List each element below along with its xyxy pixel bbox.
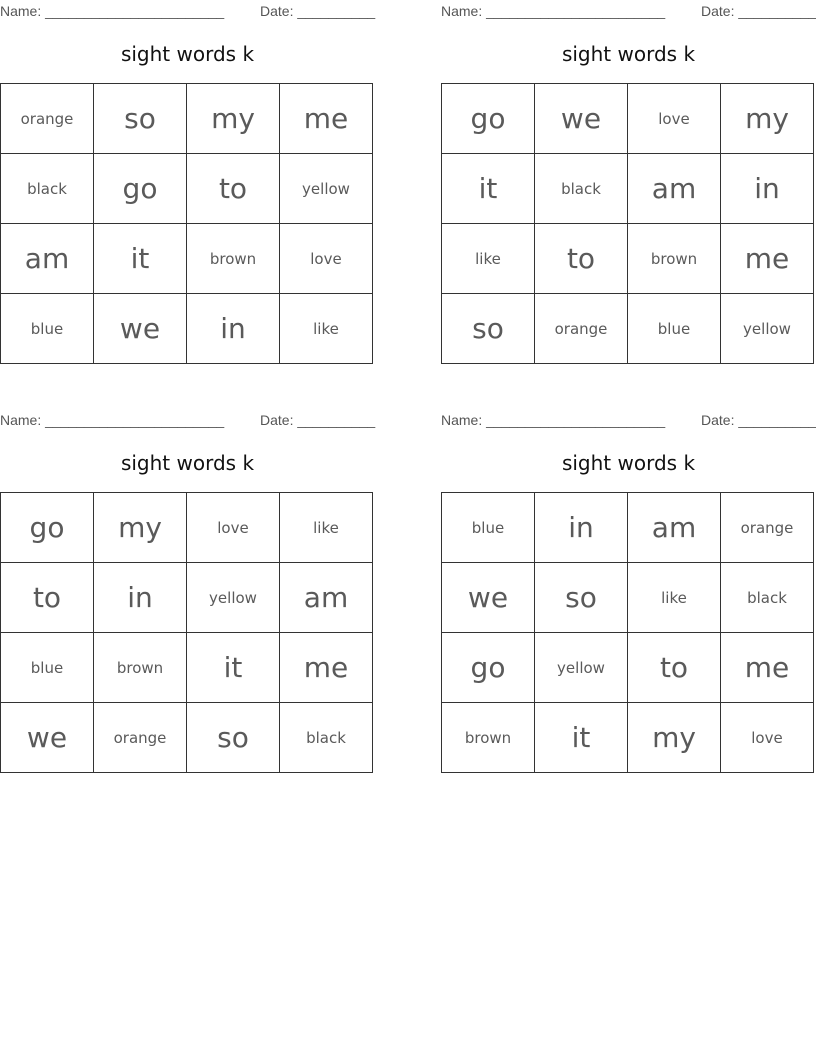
word-cell: go xyxy=(442,633,535,703)
word-cell: we xyxy=(94,294,187,364)
grid-row xyxy=(442,703,814,773)
word-cell: go xyxy=(1,493,94,563)
name-date-line xyxy=(0,409,375,429)
word-cell: love xyxy=(628,84,721,154)
grid-row xyxy=(1,154,373,224)
word-cell: orange xyxy=(94,703,187,773)
word-cell: it xyxy=(94,224,187,294)
word-cell: yellow xyxy=(535,633,628,703)
word-cell: like xyxy=(628,563,721,633)
card-title: sight words k xyxy=(120,451,255,475)
word-cell: brown xyxy=(94,633,187,703)
bingo-card-3 xyxy=(0,409,376,754)
word-cell: so xyxy=(187,703,280,773)
word-cell: it xyxy=(442,154,535,224)
word-cell: so xyxy=(94,84,187,154)
bingo-card-4 xyxy=(441,409,816,754)
word-cell: blue xyxy=(442,493,535,563)
name-date-line xyxy=(441,409,816,429)
word-cell: love xyxy=(721,703,814,773)
word-cell: my xyxy=(187,84,280,154)
word-cell: we xyxy=(1,703,94,773)
word-cell: to xyxy=(628,633,721,703)
word-cell: am xyxy=(1,224,94,294)
word-cell: so xyxy=(535,563,628,633)
card-title: sight words k xyxy=(561,42,696,66)
word-cell: so xyxy=(442,294,535,364)
bingo-card-1 xyxy=(0,0,376,345)
word-cell: love xyxy=(187,493,280,563)
card-title: sight words k xyxy=(120,42,255,66)
word-cell: black xyxy=(280,703,373,773)
word-cell: yellow xyxy=(721,294,814,364)
word-cell: brown xyxy=(442,703,535,773)
grid-row xyxy=(442,633,814,703)
date-field[interactable]: Date: __________ xyxy=(260,3,376,19)
word-cell: to xyxy=(535,224,628,294)
word-cell: black xyxy=(535,154,628,224)
name-field[interactable]: Name: _______________________ xyxy=(441,412,666,428)
word-cell: my xyxy=(94,493,187,563)
word-cell: to xyxy=(1,563,94,633)
word-cell: black xyxy=(1,154,94,224)
grid-row xyxy=(442,224,814,294)
word-grid xyxy=(0,492,373,773)
word-cell: in xyxy=(187,294,280,364)
grid-row xyxy=(442,563,814,633)
word-cell: in xyxy=(535,493,628,563)
word-cell: my xyxy=(628,703,721,773)
word-cell: like xyxy=(442,224,535,294)
bingo-card-2 xyxy=(441,0,816,345)
word-cell: we xyxy=(535,84,628,154)
word-cell: me xyxy=(721,224,814,294)
word-cell: me xyxy=(280,84,373,154)
word-cell: orange xyxy=(1,84,94,154)
date-field[interactable]: Date: __________ xyxy=(701,3,816,19)
grid-row xyxy=(1,633,373,703)
word-cell: blue xyxy=(1,294,94,364)
word-cell: black xyxy=(721,563,814,633)
word-cell: in xyxy=(721,154,814,224)
word-cell: it xyxy=(187,633,280,703)
word-cell: in xyxy=(94,563,187,633)
grid-row xyxy=(1,294,373,364)
word-cell: orange xyxy=(535,294,628,364)
name-field[interactable]: Name: _______________________ xyxy=(0,412,225,428)
word-cell: blue xyxy=(628,294,721,364)
grid-row xyxy=(442,154,814,224)
word-cell: it xyxy=(535,703,628,773)
name-field[interactable]: Name: _______________________ xyxy=(441,3,666,19)
word-grid xyxy=(441,83,814,364)
word-cell: to xyxy=(187,154,280,224)
word-cell: brown xyxy=(187,224,280,294)
grid-row xyxy=(1,224,373,294)
word-cell: am xyxy=(628,154,721,224)
word-cell: we xyxy=(442,563,535,633)
card-title: sight words k xyxy=(561,451,696,475)
grid-row xyxy=(442,493,814,563)
word-cell: yellow xyxy=(187,563,280,633)
word-cell: brown xyxy=(628,224,721,294)
grid-row xyxy=(1,703,373,773)
name-field[interactable]: Name: _______________________ xyxy=(0,3,225,19)
grid-row xyxy=(442,84,814,154)
grid-row xyxy=(1,563,373,633)
word-cell: like xyxy=(280,294,373,364)
grid-row xyxy=(442,294,814,364)
grid-row xyxy=(1,493,373,563)
word-cell: my xyxy=(721,84,814,154)
word-cell: go xyxy=(442,84,535,154)
word-cell: go xyxy=(94,154,187,224)
word-cell: blue xyxy=(1,633,94,703)
word-cell: me xyxy=(721,633,814,703)
word-cell: me xyxy=(280,633,373,703)
grid-row xyxy=(1,84,373,154)
word-grid xyxy=(0,83,373,364)
name-date-line xyxy=(0,0,375,20)
word-cell: orange xyxy=(721,493,814,563)
word-cell: am xyxy=(280,563,373,633)
date-field[interactable]: Date: __________ xyxy=(260,412,376,428)
word-cell: yellow xyxy=(280,154,373,224)
word-cell: am xyxy=(628,493,721,563)
date-field[interactable]: Date: __________ xyxy=(701,412,816,428)
name-date-line xyxy=(441,0,816,20)
word-cell: love xyxy=(280,224,373,294)
word-cell: like xyxy=(280,493,373,563)
word-grid xyxy=(441,492,814,773)
